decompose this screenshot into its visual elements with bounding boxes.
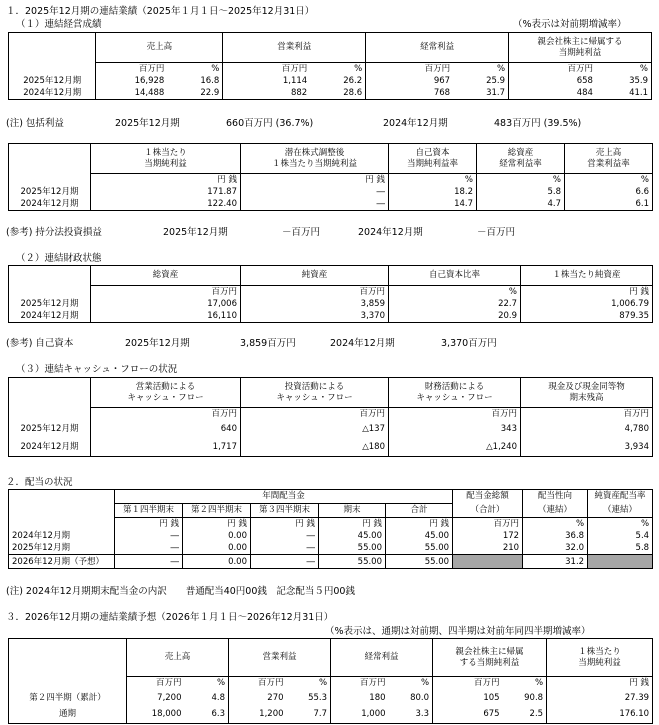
- cell: 25.9: [453, 75, 508, 87]
- cash-flow-subtitle: （３）連結キャッシュ・フローの状況: [16, 364, 178, 375]
- unit-cell: %: [389, 677, 433, 690]
- row-header-blank: [9, 378, 91, 408]
- cell: 17,006: [91, 298, 241, 310]
- cell: 41.1: [596, 87, 652, 100]
- table-row: [9, 310, 653, 323]
- header-line: 当期純利益: [144, 158, 187, 169]
- header-line: 営業活動による: [135, 381, 196, 392]
- comprehensive-income-period2: 2024年12月期: [383, 118, 448, 129]
- header-ordinary-profit: 経常利益: [331, 639, 433, 677]
- comprehensive-income-value2: 483百万円 (39.5%): [494, 118, 582, 129]
- unit-cell: 百万円: [91, 286, 241, 299]
- cell: ―: [115, 555, 183, 569]
- table-row: [9, 542, 653, 555]
- cell: 5.4: [588, 530, 653, 542]
- cell: 55.3: [287, 689, 331, 706]
- header-payout-ratio: [523, 490, 588, 504]
- cell: ―: [251, 555, 319, 569]
- table-row: [9, 198, 653, 211]
- header-line: 当期純利益率: [406, 158, 458, 169]
- cell: 3,934: [521, 438, 653, 456]
- cell: 270: [229, 689, 287, 706]
- equity-label: (参考) 自己資本: [6, 338, 74, 349]
- row-label: 2026年12月期（予想）: [9, 555, 115, 569]
- cell: 675: [433, 706, 503, 723]
- cell: 171.87: [91, 186, 241, 198]
- cell: 210: [453, 542, 523, 555]
- unit-cell: %: [477, 174, 565, 187]
- cell: 80.0: [389, 689, 433, 706]
- header-roe: [389, 144, 477, 174]
- unit-cell: 百万円: [433, 677, 503, 690]
- unit-cell: 百万円: [241, 286, 389, 299]
- header-line: １株当たり: [578, 646, 621, 657]
- header-total-assets: 総資産: [91, 266, 241, 286]
- unit-cell: 百万円: [453, 518, 523, 531]
- cell: 0.00: [183, 542, 251, 555]
- cell: 1,200: [229, 706, 287, 723]
- unit-cell: 百万円: [96, 63, 167, 76]
- cell: 172: [453, 530, 523, 542]
- table-row: [9, 689, 653, 706]
- header-cash-end: [521, 378, 653, 408]
- table-row: [9, 555, 653, 569]
- header-eps: [547, 639, 653, 677]
- row-header-blank: [9, 266, 91, 286]
- unit-cell: 円 銭: [183, 518, 251, 531]
- header-line: 期末残高: [569, 392, 604, 403]
- header-total: 合計: [386, 504, 453, 518]
- equity-period1: 2025年12月期: [125, 338, 190, 349]
- row-label: 通期: [9, 706, 127, 723]
- equity-method-period1: 2025年12月期: [163, 227, 228, 238]
- cell: ―: [241, 186, 389, 198]
- forecast-note: （%表示は、通期は対前期、四半期は対前年同四半期増減率）: [325, 626, 591, 637]
- label-blank: [9, 174, 91, 187]
- row-label: 2024年12月期: [9, 530, 115, 542]
- unit-cell: 百万円: [521, 408, 653, 421]
- cell: 6.6: [565, 186, 653, 198]
- row-label: 2025年12月期: [9, 298, 91, 310]
- row-header-blank: [9, 490, 115, 504]
- cell: 16,928: [96, 75, 167, 87]
- unit-cell: 百万円: [241, 408, 389, 421]
- operating-results-subtitle: （１）連結経営成績: [16, 19, 102, 30]
- cell: 5.8: [588, 542, 653, 555]
- header-operating-profit: 営業利益: [229, 639, 331, 677]
- comprehensive-income-period1: 2025年12月期: [115, 118, 180, 129]
- header-net-income: [433, 639, 547, 677]
- cell: 18,000: [127, 706, 185, 723]
- unit-cell: 円 銭: [521, 286, 653, 299]
- unit-cell: %: [523, 518, 588, 531]
- header-net-assets: 純資産: [241, 266, 389, 286]
- header-line: キャッシュ・フロー: [276, 392, 353, 403]
- cell: 176.10: [547, 706, 653, 723]
- header-equity-ratio: 自己資本比率: [389, 266, 521, 286]
- equity-period2: 2024年12月期: [330, 338, 395, 349]
- cell: 14,488: [96, 87, 167, 100]
- header-operating-profit: 営業利益: [223, 33, 366, 63]
- cell: 14.7: [389, 198, 477, 211]
- table-row: [9, 706, 653, 723]
- cell: 4,780: [521, 420, 653, 438]
- header-line: キャッシュ・フロー: [127, 392, 204, 403]
- cell: 1,114: [223, 75, 310, 87]
- header-line: 総資産: [507, 147, 534, 158]
- equity-method-value2: －百万円: [477, 227, 516, 238]
- table-row: [9, 75, 652, 87]
- header-line: 配当金総額: [466, 491, 509, 502]
- cell: △1,240: [389, 438, 521, 456]
- header-line: 投資活動による: [284, 381, 345, 392]
- cell: 35.9: [596, 75, 652, 87]
- unit-cell: 円 銭: [241, 174, 389, 187]
- row-label: 2024年12月期: [9, 310, 91, 323]
- header-line: 親会社株主に帰属: [455, 646, 524, 657]
- header-line: キャッシュ・フロー: [416, 392, 493, 403]
- cell: 5.8: [477, 186, 565, 198]
- label-blank: [9, 518, 115, 531]
- forecast-title: ３．2026年12月期の連結業績予想（2026年１月１日～2026年12月31日）: [6, 612, 334, 623]
- table-row: [9, 530, 653, 542]
- cell: ―: [115, 542, 183, 555]
- cell: 55.00: [319, 555, 386, 569]
- row-label: 2024年12月期: [9, 438, 91, 456]
- table-row: [9, 186, 653, 198]
- cell: 4.7: [477, 198, 565, 211]
- cell: 7,200: [127, 689, 185, 706]
- unit-cell: 円 銭: [115, 518, 183, 531]
- unit-cell: %: [389, 174, 477, 187]
- header-bps: １株当たり純資産: [521, 266, 653, 286]
- label-blank: [9, 408, 91, 421]
- unit-cell: 百万円: [389, 408, 521, 421]
- unit-cell: %: [588, 518, 653, 531]
- header-payout-ratio-sub: （連結）: [523, 504, 588, 518]
- cell: 0.00: [183, 530, 251, 542]
- percent-note: （%表示は対前期増減率）: [513, 19, 627, 30]
- header-operating-cf: [91, 378, 241, 408]
- table-row: [9, 438, 653, 456]
- cell: 22.7: [389, 298, 521, 310]
- header-line: 経常利益率: [499, 158, 542, 169]
- cell: 6.1: [565, 198, 653, 211]
- unit-cell: 百万円: [509, 63, 596, 76]
- cell: 343: [389, 420, 521, 438]
- equity-value2: 3,370百万円: [441, 338, 497, 349]
- cell: 122.40: [91, 198, 241, 211]
- cell-shaded: [453, 555, 523, 569]
- cell: △180: [241, 438, 389, 456]
- header-ordinary-profit: 経常利益: [366, 33, 509, 63]
- unit-cell: 百万円: [127, 677, 185, 690]
- row-label: 2025年12月期: [9, 186, 91, 198]
- header-eps: [91, 144, 241, 174]
- unit-cell: 円 銭: [547, 677, 653, 690]
- cell: 640: [91, 420, 241, 438]
- equity-method-period2: 2024年12月期: [358, 227, 423, 238]
- cash-flow-table: [8, 377, 653, 457]
- cell: ―: [251, 530, 319, 542]
- financial-position-subtitle: （２）連結財政状態: [16, 253, 102, 264]
- forecast-table: [8, 638, 653, 724]
- header-investing-cf: [241, 378, 389, 408]
- cell: 2.5: [503, 706, 547, 723]
- header-total-dividend-sub: （合計）: [453, 504, 523, 518]
- cell: 90.8: [503, 689, 547, 706]
- cell: 16,110: [91, 310, 241, 323]
- unit-cell: 百万円: [366, 63, 453, 76]
- unit-cell: 円 銭: [386, 518, 453, 531]
- cell: 45.00: [386, 530, 453, 542]
- header-annual-dividend: 年間配当金: [115, 490, 453, 504]
- cell: 31.7: [453, 87, 508, 100]
- cell: 26.2: [310, 75, 365, 87]
- header-financing-cf: [389, 378, 521, 408]
- row-label: 2025年12月期: [9, 75, 96, 87]
- unit-cell: %: [287, 677, 331, 690]
- unit-cell: 百万円: [223, 63, 310, 76]
- cell: 55.00: [319, 542, 386, 555]
- cell: 20.9: [389, 310, 521, 323]
- header-line: １株当たり: [144, 147, 187, 158]
- cell: 45.00: [319, 530, 386, 542]
- header-roa: [477, 144, 565, 174]
- equity-value1: 3,859百万円: [240, 338, 296, 349]
- cell: △137: [241, 420, 389, 438]
- cell: 768: [366, 87, 453, 100]
- header-net-income-line1: 親会社株主に帰属する: [537, 36, 623, 47]
- dividends-title: ２．配当の状況: [6, 477, 73, 488]
- comprehensive-income-label: (注) 包括利益: [6, 118, 64, 129]
- cell: 27.39: [547, 689, 653, 706]
- label-blank: [9, 504, 115, 518]
- header-line: 潜在株式調整後: [284, 147, 345, 158]
- row-label: 2024年12月期: [9, 198, 91, 211]
- table-row: [9, 420, 653, 438]
- cell: 22.9: [167, 87, 222, 100]
- cell: 3,859: [241, 298, 389, 310]
- cell: 55.00: [386, 542, 453, 555]
- header-total-dividend: [453, 490, 523, 504]
- unit-cell: 円 銭: [91, 174, 241, 187]
- cell: 180: [331, 689, 389, 706]
- header-q2: 第２四半期末: [183, 504, 251, 518]
- header-net-income-line2: 当期純利益: [558, 47, 602, 58]
- cell: 32.0: [523, 542, 588, 555]
- cell: ―: [115, 530, 183, 542]
- header-line: 現金及び現金同等物: [548, 381, 625, 392]
- equity-method-value1: －百万円: [282, 227, 321, 238]
- cell: 18.2: [389, 186, 477, 198]
- cell: 6.3: [185, 706, 229, 723]
- header-diluted-eps: [241, 144, 389, 174]
- header-operating-margin: [565, 144, 653, 174]
- header-line: 配当性向: [538, 491, 573, 502]
- unit-cell: 百万円: [229, 677, 287, 690]
- header-net-income: [509, 33, 652, 63]
- equity-method-label: (参考) 持分法投資損益: [6, 227, 102, 238]
- cell: 1,006.79: [521, 298, 653, 310]
- unit-cell: 円 銭: [319, 518, 386, 531]
- cell: 7.7: [287, 706, 331, 723]
- header-sales: 売上高: [127, 639, 229, 677]
- cell: 658: [509, 75, 596, 87]
- dividend-breakdown-note: (注) 2024年12月期期末配当金の内訳 普通配当40円00銭 記念配当５円00銭: [6, 586, 355, 597]
- unit-cell: %: [453, 63, 508, 76]
- header-line: 財務活動による: [424, 381, 485, 392]
- header-line: 営業利益率: [587, 158, 630, 169]
- unit-cell: %: [503, 677, 547, 690]
- cell: 31.2: [523, 555, 588, 569]
- header-nav-ratio-sub: （連結）: [588, 504, 653, 518]
- cell: 967: [366, 75, 453, 87]
- table-row: [9, 298, 653, 310]
- cell: 1,000: [331, 706, 389, 723]
- header-year-end: 期末: [319, 504, 386, 518]
- cell: 882: [223, 87, 310, 100]
- financial-position-table: [8, 265, 653, 323]
- section1-title: １．2025年12月期の連結業績（2025年１月１日～2025年12月31日）: [6, 6, 315, 17]
- header-line: する当期純利益: [459, 657, 520, 668]
- unit-cell: 百万円: [331, 677, 389, 690]
- operating-results-table: [8, 32, 652, 100]
- row-label: 2025年12月期: [9, 542, 115, 555]
- dividends-table: [8, 489, 653, 569]
- row-label: 第２四半期（累計）: [9, 689, 127, 706]
- header-line: 当期純利益: [578, 657, 621, 668]
- label-blank: [9, 286, 91, 299]
- header-line: 純資産配当率: [594, 491, 646, 502]
- cell: 484: [509, 87, 596, 100]
- unit-cell: %: [310, 63, 365, 76]
- unit-cell: %: [185, 677, 229, 690]
- header-sales: 売上高: [96, 33, 223, 63]
- unit-cell: 円 銭: [251, 518, 319, 531]
- cell: 36.8: [523, 530, 588, 542]
- label-blank: [9, 677, 127, 690]
- unit-cell: %: [389, 286, 521, 299]
- row-label: 2024年12月期: [9, 87, 96, 100]
- row-label: 2025年12月期: [9, 420, 91, 438]
- cell: 105: [433, 689, 503, 706]
- header-q3: 第３四半期末: [251, 504, 319, 518]
- header-q1: 第１四半期末: [115, 504, 183, 518]
- table-row: [9, 87, 652, 100]
- unit-cell: %: [167, 63, 222, 76]
- cell: 3,370: [241, 310, 389, 323]
- cell: ―: [241, 198, 389, 211]
- cell: 28.6: [310, 87, 365, 100]
- cell: ―: [251, 542, 319, 555]
- unit-cell: 百万円: [91, 408, 241, 421]
- per-share-table: [8, 143, 653, 211]
- cell: 0.00: [183, 555, 251, 569]
- row-header-blank: [9, 144, 91, 174]
- row-header-blank: [9, 33, 96, 63]
- cell: 16.8: [167, 75, 222, 87]
- header-line: 自己資本: [415, 147, 450, 158]
- cell: 879.35: [521, 310, 653, 323]
- comprehensive-income-value1: 660百万円 (36.7%): [226, 118, 314, 129]
- cell: 3.3: [389, 706, 433, 723]
- row-header-blank: [9, 639, 127, 677]
- header-line: １株当たり当期純利益: [271, 158, 357, 169]
- cell-shaded: [588, 555, 653, 569]
- header-line: 売上高: [595, 147, 622, 158]
- cell: 55.00: [386, 555, 453, 569]
- cell: 1,717: [91, 438, 241, 456]
- cell: 4.8: [185, 689, 229, 706]
- label-blank: [9, 63, 96, 76]
- unit-cell: %: [565, 174, 653, 187]
- unit-cell: %: [596, 63, 652, 76]
- header-nav-ratio: [588, 490, 653, 504]
